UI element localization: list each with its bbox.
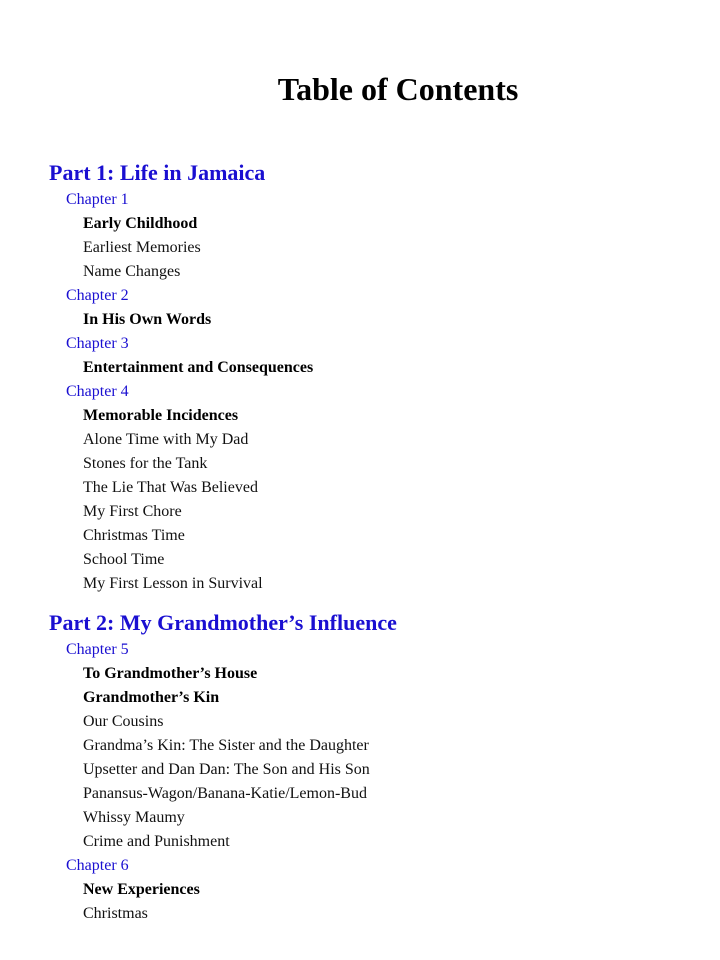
toc-entry[interactable]: Earliest Memories xyxy=(83,239,201,256)
toc-entry[interactable]: Alone Time with My Dad xyxy=(83,431,249,448)
toc-chapter-6[interactable]: Chapter 6 xyxy=(66,857,129,874)
toc-section-heading[interactable]: Grandmother’s Kin xyxy=(83,689,220,706)
toc-chapter-1[interactable]: Chapter 1 xyxy=(66,191,129,208)
toc-section-heading[interactable]: New Experiences xyxy=(83,881,200,898)
toc-chapter-2[interactable]: Chapter 2 xyxy=(66,287,129,304)
toc-entry[interactable]: Panansus-Wagon/Banana-Katie/Lemon-Bud xyxy=(83,785,367,802)
toc-section-heading[interactable]: Entertainment and Consequences xyxy=(83,359,314,376)
toc-entry[interactable]: Grandma’s Kin: The Sister and the Daughter xyxy=(83,737,369,754)
toc-entry[interactable]: Christmas Time xyxy=(83,527,185,544)
toc-part-1[interactable]: Part 1: Life in Jamaica xyxy=(49,160,266,185)
toc-section-heading[interactable]: Early Childhood xyxy=(83,215,198,232)
page-title: Table of Contents xyxy=(277,71,519,107)
toc-entry[interactable]: School Time xyxy=(83,551,165,568)
toc-entry[interactable]: My First Lesson in Survival xyxy=(83,575,263,592)
toc-entry[interactable]: The Lie That Was Believed xyxy=(83,479,258,496)
table-of-contents xyxy=(49,158,720,926)
toc-entry[interactable]: Whissy Maumy xyxy=(83,809,185,826)
toc-chapter-4[interactable]: Chapter 4 xyxy=(66,383,129,400)
toc-chapter-5[interactable]: Chapter 5 xyxy=(66,641,129,658)
toc-entry[interactable]: My First Chore xyxy=(83,503,182,520)
toc-entry[interactable]: Name Changes xyxy=(83,263,181,280)
toc-entry[interactable]: Our Cousins xyxy=(83,713,164,730)
toc-entry[interactable]: Crime and Punishment xyxy=(83,833,230,850)
toc-entry[interactable]: Upsetter and Dan Dan: The Son and His Son xyxy=(83,761,370,778)
toc-entry[interactable]: Stones for the Tank xyxy=(83,455,208,472)
toc-part-2[interactable]: Part 2: My Grandmother’s Influence xyxy=(49,610,397,635)
toc-section-heading[interactable]: To Grandmother’s House xyxy=(83,665,258,682)
toc-entry[interactable]: Christmas xyxy=(83,905,148,922)
toc-chapter-3[interactable]: Chapter 3 xyxy=(66,335,129,352)
toc-section-heading[interactable]: In His Own Words xyxy=(83,311,212,328)
toc-section-heading[interactable]: Memorable Incidences xyxy=(83,407,239,424)
